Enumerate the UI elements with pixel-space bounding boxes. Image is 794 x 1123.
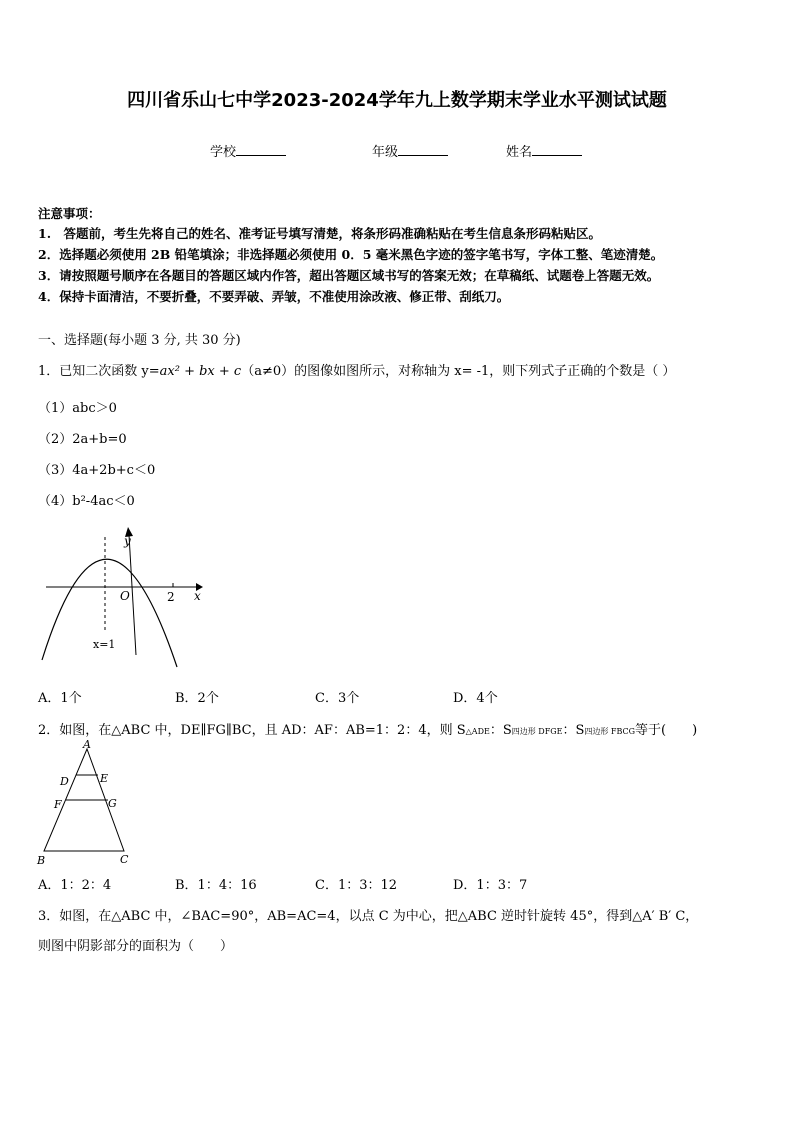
label-c: C	[120, 853, 129, 866]
q2-tail: 等于( )	[635, 723, 698, 738]
question-3-line1: 3．如图，在△ABC 中，∠BAC=90°，AB=AC=4，以点 C 为中心，把△ABC 逆时针旋转 45°，得到△A′ B′ C，	[38, 909, 699, 924]
note-item: 4．保持卡面清洁，不要折叠，不要弄破、弄皱，不准使用涂改液、修正带、刮纸刀。	[38, 289, 510, 304]
q2-mid1: ：S	[489, 723, 512, 738]
label-d: D	[60, 775, 69, 788]
grade-field	[372, 141, 448, 160]
page-title: 四川省乐山七中学2023-2024学年九上数学期末学业水平测试试题	[127, 90, 667, 111]
notes-heading: 注意事项：	[38, 206, 101, 221]
y-axis	[129, 535, 136, 655]
x-axis-label: x	[194, 589, 201, 603]
school-blank[interactable]	[236, 143, 286, 156]
q1-option-c[interactable]: C．3个	[315, 691, 360, 706]
q1-condition: （1）abc＞0	[38, 401, 117, 416]
label-f: F	[54, 798, 62, 811]
note-item: 1. 答题前，考生先将自己的姓名、准考证号填写清楚，将条形码准确粘贴在考生信息条形码粘贴区。	[38, 226, 602, 241]
q1-condition: （4）b²-4ac＜0	[38, 494, 135, 509]
q1-formula: ax² + bx + c	[159, 364, 242, 379]
q1-stem-a: 1．已知二次函数 y=	[38, 364, 160, 379]
q1-stem-b: （a≠0）的图像如图所示，对称轴为 x= -1，则下列式子正确的个数是（ ）	[241, 364, 676, 379]
q1-option-a[interactable]: A．1个	[38, 691, 82, 706]
q2-option-d[interactable]: D．1：3：7	[453, 878, 528, 893]
q1-parabola-figure	[36, 515, 216, 670]
q2-sub-dfge: 四边形 DFGE	[511, 727, 563, 736]
question-2-stem	[38, 719, 697, 738]
q2-mid2: ：S	[562, 723, 585, 738]
label-g: G	[108, 797, 117, 810]
q1-option-d[interactable]: D．4个	[453, 691, 498, 706]
name-field	[506, 141, 582, 160]
y-axis-label: y	[124, 534, 131, 548]
q2-sub-fbcg: 四边形 FBCG	[584, 727, 636, 736]
name-label: 姓名	[506, 145, 533, 160]
note-item: 3．请按照题号顺序在各题目的答题区域内作答，超出答题区域书写的答案无效；在草稿纸、试题卷上答题无效。	[38, 268, 660, 283]
q2-option-b[interactable]: B．1：4：16	[175, 878, 257, 893]
q2-option-c[interactable]: C．1：3：12	[315, 878, 398, 893]
q1-condition: （2）2a+b=0	[38, 432, 127, 447]
q2-sub-ade: △ADE	[465, 727, 490, 736]
name-blank[interactable]	[532, 143, 582, 156]
note-item: 2．选择题必须使用 2B 铅笔填涂；非选择题必须使用 0．5 毫米黑色字迹的签字笔书写，字体工整、笔迹清楚。	[38, 247, 664, 262]
q2-stem: 2．如图，在△ABC 中，DE∥FG∥BC，且 AD：AF：AB=1：2：4，则 S	[38, 723, 466, 738]
origin-label: O	[120, 589, 130, 603]
q2-triangle-figure	[34, 738, 144, 870]
label-b: B	[37, 854, 46, 867]
question-3-line2: 则图中阴影部分的面积为（ ）	[38, 939, 234, 954]
section-heading: 一、选择题(每小题 3 分, 共 30 分)	[38, 333, 241, 348]
symmetry-axis-label: x=1	[93, 638, 116, 651]
q2-option-a[interactable]: A．1：2：4	[38, 878, 112, 893]
label-e: E	[100, 772, 109, 785]
school-label: 学校	[210, 145, 237, 160]
grade-label: 年级	[372, 145, 399, 160]
q1-condition: （3）4a+2b+c＜0	[38, 463, 156, 478]
question-1-stem	[38, 360, 675, 379]
q1-option-b[interactable]: B．2个	[175, 691, 219, 706]
school-field	[210, 141, 286, 160]
grade-blank[interactable]	[398, 143, 448, 156]
label-a: A	[83, 738, 91, 751]
tick-label: 2	[167, 590, 175, 604]
